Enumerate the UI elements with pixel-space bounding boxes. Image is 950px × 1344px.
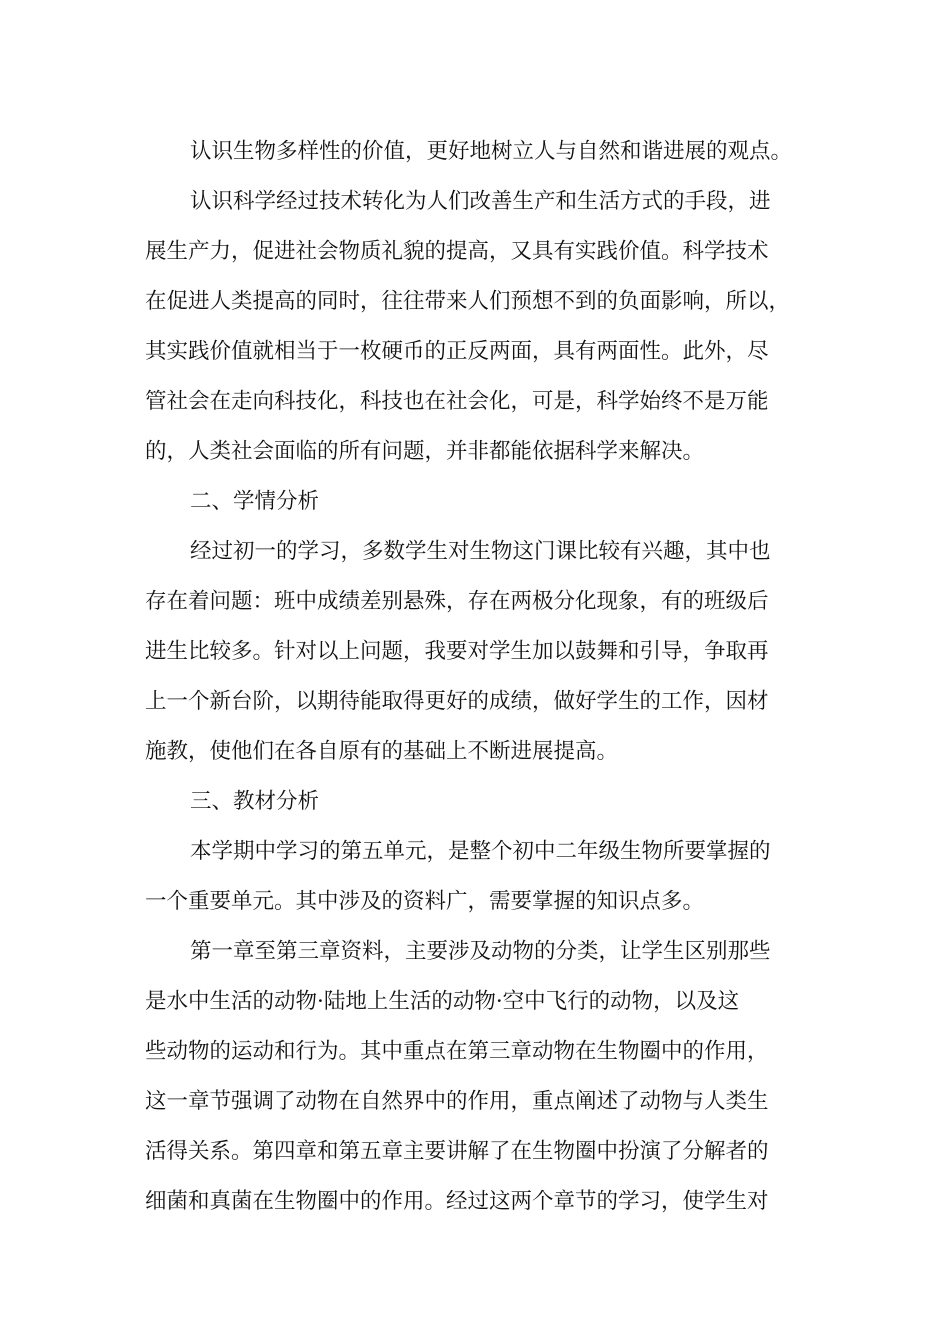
paragraph-line: 认识生物多样性的价值，更好地树立人与自然和谐进展的观点。 — [190, 139, 793, 164]
paragraph-line: 一个重要单元。其中涉及的资料广，需要掌握的知识点多。 — [145, 889, 705, 914]
paragraph-line: 在促进人类提高的同时，往往带来人们预想不到的负面影响，所以， — [145, 289, 791, 314]
paragraph-line: 其实践价值就相当于一枚硬币的正反两面，具有两面性。此外，尽 — [145, 339, 769, 364]
paragraph-line: 细菌和真菌在生物圈中的作用。经过这两个章节的学习，使学生对 — [145, 1189, 769, 1214]
paragraph-line: 管社会在走向科技化，科技也在社会化，可是，科学始终不是万能 — [145, 389, 769, 414]
section-heading: 三、教材分析 — [190, 789, 320, 814]
paragraph-line: 施教，使他们在各自原有的基础上不断进展提高。 — [145, 739, 619, 764]
section-heading: 二、学情分析 — [190, 489, 320, 514]
paragraph-line: 本学期中学习的第五单元，是整个初中二年级生物所要掌握的 — [190, 839, 771, 864]
paragraph-line: 经过初一的学习，多数学生对生物这门课比较有兴趣，其中也 — [190, 539, 771, 564]
paragraph-line: 这一章节强调了动物在自然界中的作用，重点阐述了动物与人类生 — [145, 1089, 769, 1114]
paragraph-line: 进生比较多。针对以上问题，我要对学生加以鼓舞和引导，争取再 — [145, 639, 769, 664]
paragraph-line: 的，人类社会面临的所有问题，并非都能依据科学来解决。 — [145, 439, 705, 464]
paragraph-line: 些动物的运动和行为。其中重点在第三章动物在生物圈中的作用， — [145, 1039, 769, 1064]
paragraph-line: 认识科学经过技术转化为人们改善生产和生活方式的手段，进 — [190, 189, 771, 214]
paragraph-line: 第一章至第三章资料，主要涉及动物的分类，让学生区别那些 — [190, 939, 771, 964]
paragraph-line: 是水中生活的动物·陆地上生活的动物·空中飞行的动物，以及这 — [145, 989, 740, 1014]
paragraph-line: 活得关系。第四章和第五章主要讲解了在生物圈中扮演了分解者的 — [145, 1139, 769, 1164]
paragraph-line: 展生产力，促进社会物质礼貌的提高，又具有实践价值。科学技术 — [145, 239, 769, 264]
paragraph-line: 存在着问题：班中成绩差别悬殊，存在两极分化现象，有的班级后 — [145, 589, 769, 614]
paragraph-line: 上一个新台阶，以期待能取得更好的成绩，做好学生的工作，因材 — [145, 689, 769, 714]
